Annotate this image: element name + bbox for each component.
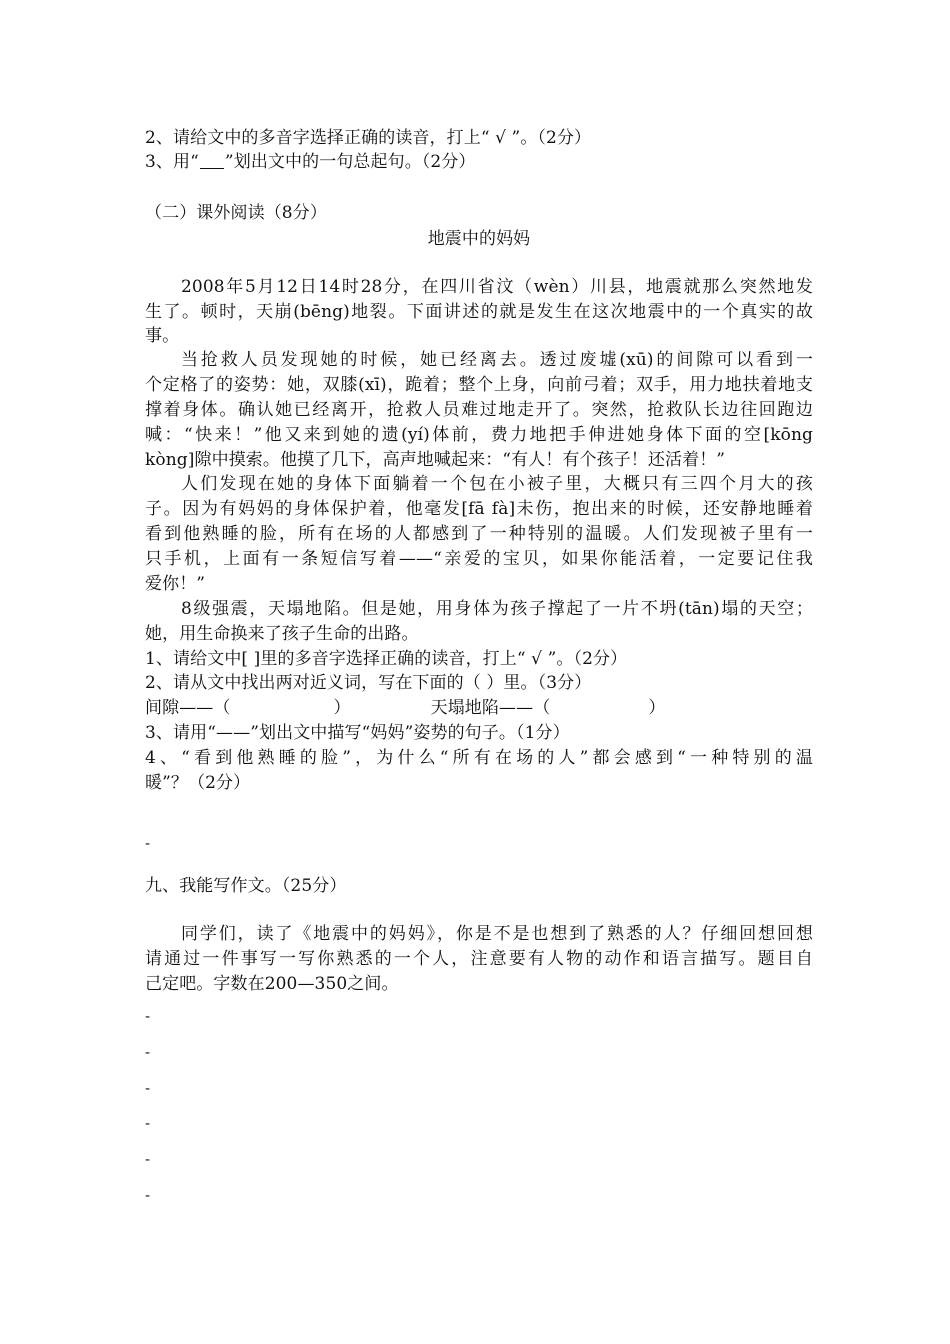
synonym-2-close: ） — [648, 698, 666, 718]
section-heading-reading: （二）课外阅读（8分） — [145, 203, 327, 223]
story-line: 人们发现在她的身体下面躺着一个包在小被子里，大概只有三四个月大的孩 — [181, 474, 813, 494]
reading-question-3: 3、请用“——”划出文中描写“妈妈”姿势的句子。（1分） — [145, 723, 570, 743]
story-line: 个定格了的姿势：她，双膝(xī)，跪着；整个上身，向前弓着；双手，用力地扶着地支 — [145, 375, 813, 395]
writing-prompt-line: 己定吧。字数在200—350之间。 — [145, 974, 399, 994]
reading-question-2: 2、请从文中找出两对近义词，写在下面的（ ）里。（3分） — [145, 673, 592, 693]
synonym-2-label: 天塌地陷——（ — [430, 698, 551, 718]
dash-mark: - — [145, 1150, 151, 1168]
dash-mark: - — [145, 834, 151, 852]
story-line: 看到他熟睡的脸，所有在场的人都感到了一种特别的温暖。人们发现被子里有一 — [145, 524, 813, 544]
reading-question-4: 4、“看到他熟睡的脸”，为什么“所有在场的人”都会感到“一种特别的温 — [145, 748, 813, 768]
story-line: 撑着身体。确认她已经离开，抢救人员难过地走开了。突然，抢救队长边往回跑边 — [145, 400, 813, 420]
question-topic-sentence-a: 3、用“ — [145, 152, 199, 172]
reading-question-4-cont: 暖”？（2分） — [145, 773, 251, 793]
story-line: 当抢救人员发现她的时候，她已经离去。透过废墟(xū)的间隙可以看到一 — [181, 350, 813, 370]
synonym-row — [145, 696, 813, 720]
dash-mark: - — [145, 1043, 151, 1061]
section-heading-writing: 九、我能写作文。（25分） — [145, 876, 347, 896]
dash-mark: - — [145, 1007, 151, 1025]
synonym-1-label: 间隙——（ — [145, 698, 231, 718]
reading-question-1: 1、请给文中[ ]里的多音字选择正确的读音，打上“ √ ”。（2分） — [145, 649, 628, 669]
story-line: 子。因为有妈妈的身体保护着，他毫发[fā fà]未伤，抱出来的时候，还安静地睡着 — [145, 499, 813, 519]
story-line: 事。 — [145, 326, 180, 346]
dash-mark: - — [145, 1079, 151, 1097]
story-title: 地震中的妈妈 — [427, 229, 531, 249]
dash-mark: - — [145, 1114, 151, 1132]
underline-blank — [200, 152, 224, 169]
story-line: 2008年5月12日14时28分，在四川省汶（wèn）川县，地震就那么突然地发 — [181, 277, 813, 297]
story-line: kòng]隙中摸索。他摸了几下，高声地喊起来：“有人！有个孩子！还活着！” — [145, 450, 726, 470]
question-topic-sentence — [145, 150, 813, 174]
story-line: 生了。顿时，天崩(bēng)地裂。下面讲述的就是发生在这次地震中的一个真实的故 — [145, 302, 813, 322]
story-line: 只手机，上面有一条短信写着——“亲爱的宝贝，如果你能活着，一定要记住我 — [145, 549, 813, 569]
writing-prompt-line: 同学们，读了《地震中的妈妈》，你是不是也想到了熟悉的人？仔细回想回想 — [181, 924, 813, 944]
story-line: 8级强震，天塌地陷。但是她，用身体为孩子撑起了一片不坍(tān)塌的天空； — [181, 599, 813, 619]
story-line: 她，用生命换来了孩子生命的出路。 — [145, 624, 419, 644]
story-line: 喊：“快来！”他又来到她的遗(yí)体前，费力地把手伸进她身体下面的空[kōng — [145, 425, 813, 445]
question-topic-sentence-b: ”划出文中的一句总起句。（2分） — [224, 152, 476, 172]
dash-mark: - — [145, 1186, 151, 1204]
story-line: 爱你！” — [145, 574, 206, 594]
synonym-1-close: ） — [333, 698, 351, 718]
question-polyphone: 2、请给文中的多音字选择正确的读音，打上“ √ ”。（2分） — [145, 128, 592, 148]
writing-prompt-line: 请通过一件事写一写你熟悉的一个人，注意要有人物的动作和语言描写。题目自 — [145, 949, 813, 969]
